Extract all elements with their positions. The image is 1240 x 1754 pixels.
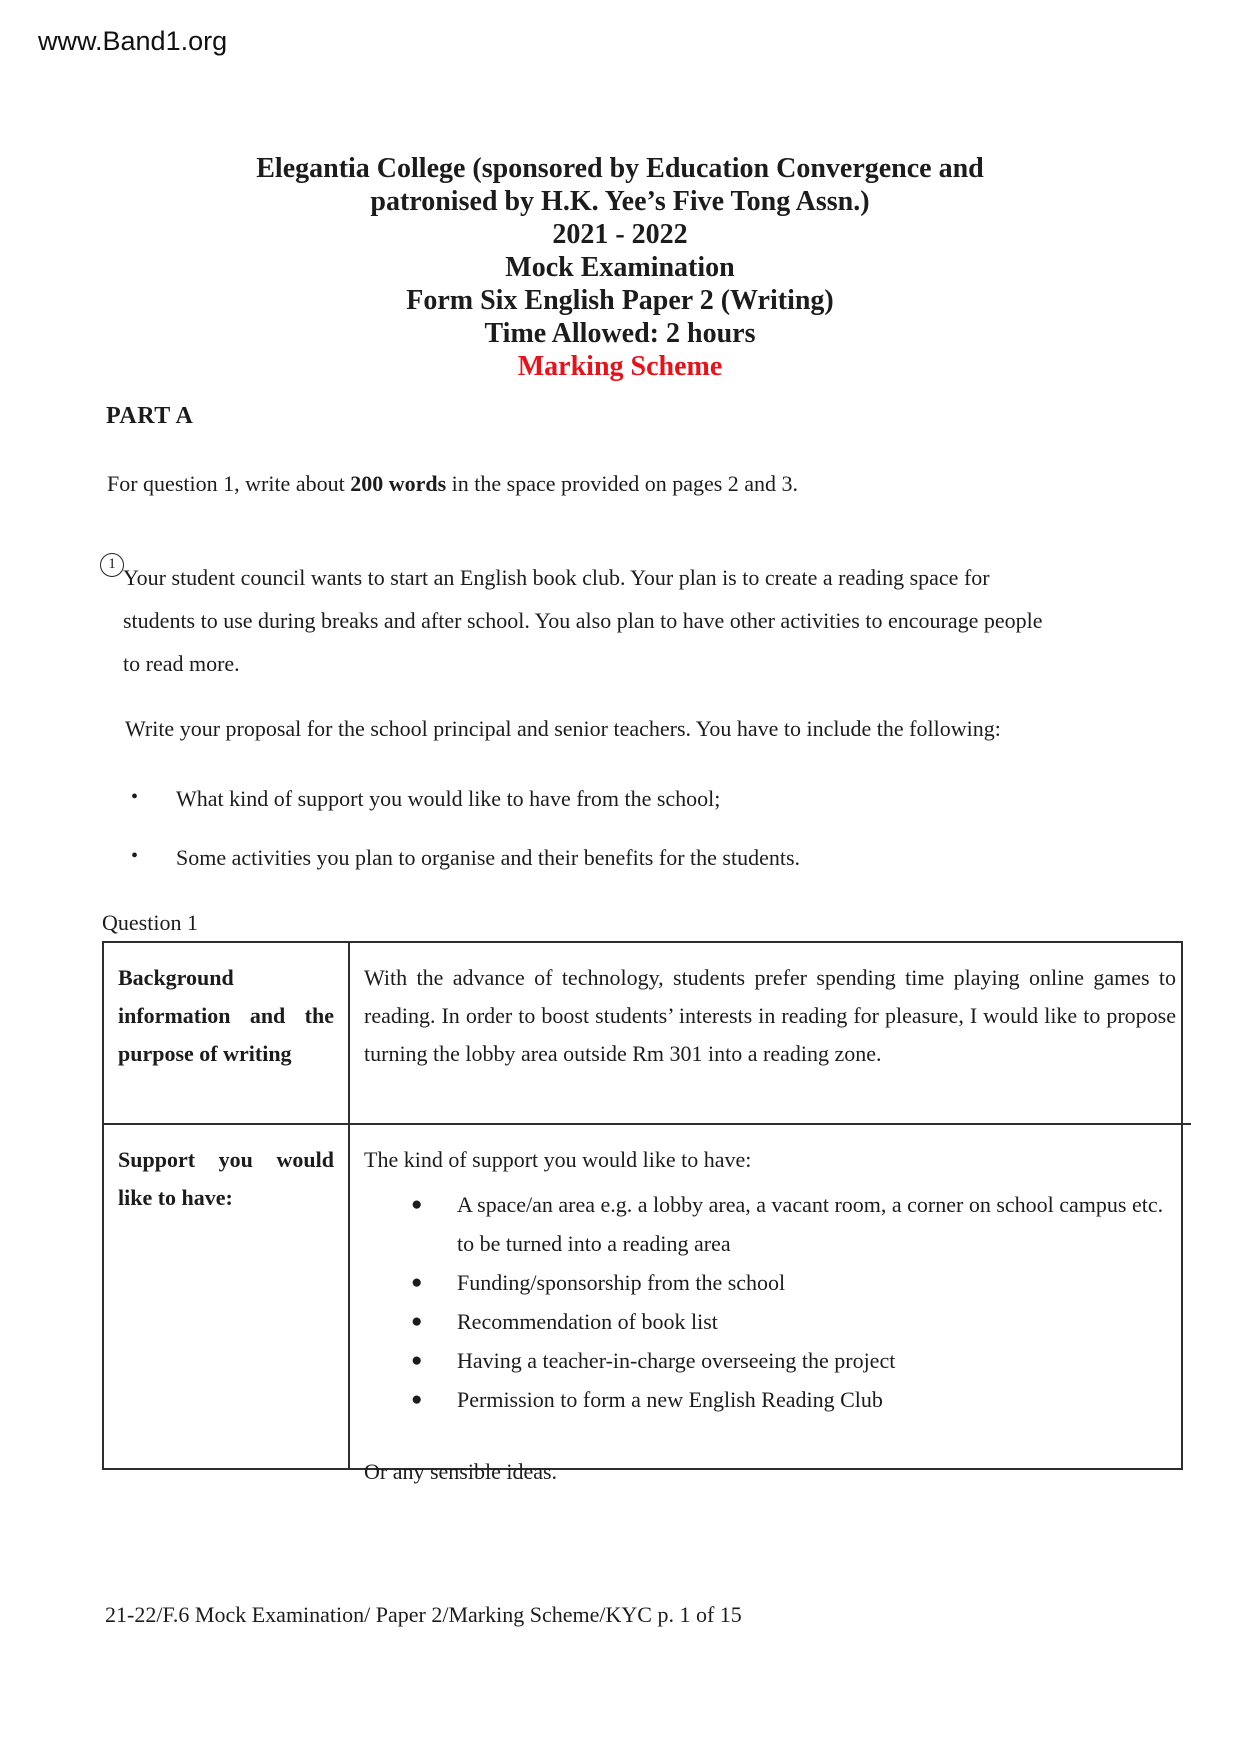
page-footer: 21-22/F.6 Mock Examination/ Paper 2/Marking Scheme/KYC p. 1 of 15 — [105, 1602, 742, 1627]
instructions-text-pre: For question 1, write about — [107, 471, 351, 496]
support-idea-text: Having a teacher-in-charge overseeing the project — [457, 1348, 896, 1373]
school-year: 2021 - 2022 — [552, 219, 688, 250]
list-item — [131, 845, 800, 871]
paper-name: Form Six English Paper 2 (Writing) — [406, 285, 834, 316]
question-task: Write your proposal for the school principal and senior teachers. You have to include the following: — [125, 716, 1001, 741]
requirement-text: What kind of support you would like to have from the school; — [176, 786, 721, 811]
requirement-text: Some activities you plan to organise and their benefits for the students. — [176, 845, 801, 870]
school-name-line2: patronised by H.K. Yee’s Five Tong Assn.) — [370, 186, 870, 217]
table-row — [364, 1341, 1177, 1380]
school-name-line1: Elegantia College (sponsored by Education Convergence and — [256, 153, 984, 184]
marking-scheme-table — [102, 941, 1183, 1484]
part-a-heading: PART A — [106, 403, 194, 429]
word-count-requirement: 200 words — [350, 471, 447, 496]
table-row — [364, 1302, 1177, 1341]
table-row — [364, 1263, 1177, 1302]
support-idea-text: Funding/sponsorship from the school — [457, 1270, 786, 1295]
bullet-icon: ● — [411, 1389, 423, 1410]
table-row — [364, 1185, 1177, 1263]
table-caption: Question 1 — [102, 910, 198, 935]
exam-title-block — [0, 152, 1240, 383]
marking-scheme-label: Marking Scheme — [517, 351, 723, 382]
support-ideas-list — [364, 1185, 1177, 1419]
question-requirements-list — [131, 786, 800, 904]
instructions-text-post: in the space provided on pages 2 and 3. — [446, 471, 799, 496]
bullet-icon: ● — [411, 1350, 423, 1371]
bullet-icon: ● — [411, 1272, 423, 1293]
support-outro: Or any sensible ideas. — [364, 1459, 558, 1484]
support-intro: The kind of support you would like to have: — [364, 1147, 752, 1172]
row2-content-cell — [350, 1125, 1191, 1484]
bullet-icon: ● — [411, 1194, 423, 1215]
bullet-icon: • — [131, 845, 139, 867]
bullet-icon: ● — [411, 1311, 423, 1332]
question-prompt: Your student council wants to start an English book club. Your plan is to create a reading space for students to use during breaks and after school. You also plan to have other activities to encourage people to read more. — [123, 565, 1043, 676]
question-number-badge: 1 — [100, 553, 124, 577]
table-row — [364, 1380, 1177, 1419]
part-a-instructions — [107, 471, 798, 497]
row1-heading-cell: Background information and the purpose of writing — [104, 943, 350, 1125]
list-item — [131, 786, 800, 812]
support-idea-text: A space/an area e.g. a lobby area, a vacant room, a corner on school campus etc. to be turned into a reading area — [457, 1192, 1164, 1256]
support-idea-text: Recommendation of book list — [457, 1309, 718, 1334]
exam-name: Mock Examination — [505, 252, 735, 283]
site-watermark: www.Band1.org — [38, 26, 228, 56]
row2-heading-cell: Support you would like to have: — [104, 1125, 350, 1468]
bullet-icon: • — [131, 786, 139, 808]
time-allowed: Time Allowed: 2 hours — [484, 318, 756, 349]
row1-content-cell: With the advance of technology, students prefer spending time playing online games to reading. In order to boost students’ interests in reading for pleasure, I would like to propose turning the lobby area outside Rm 301 into a reading zone. — [350, 943, 1191, 1125]
support-idea-text: Permission to form a new English Reading Club — [457, 1387, 883, 1412]
